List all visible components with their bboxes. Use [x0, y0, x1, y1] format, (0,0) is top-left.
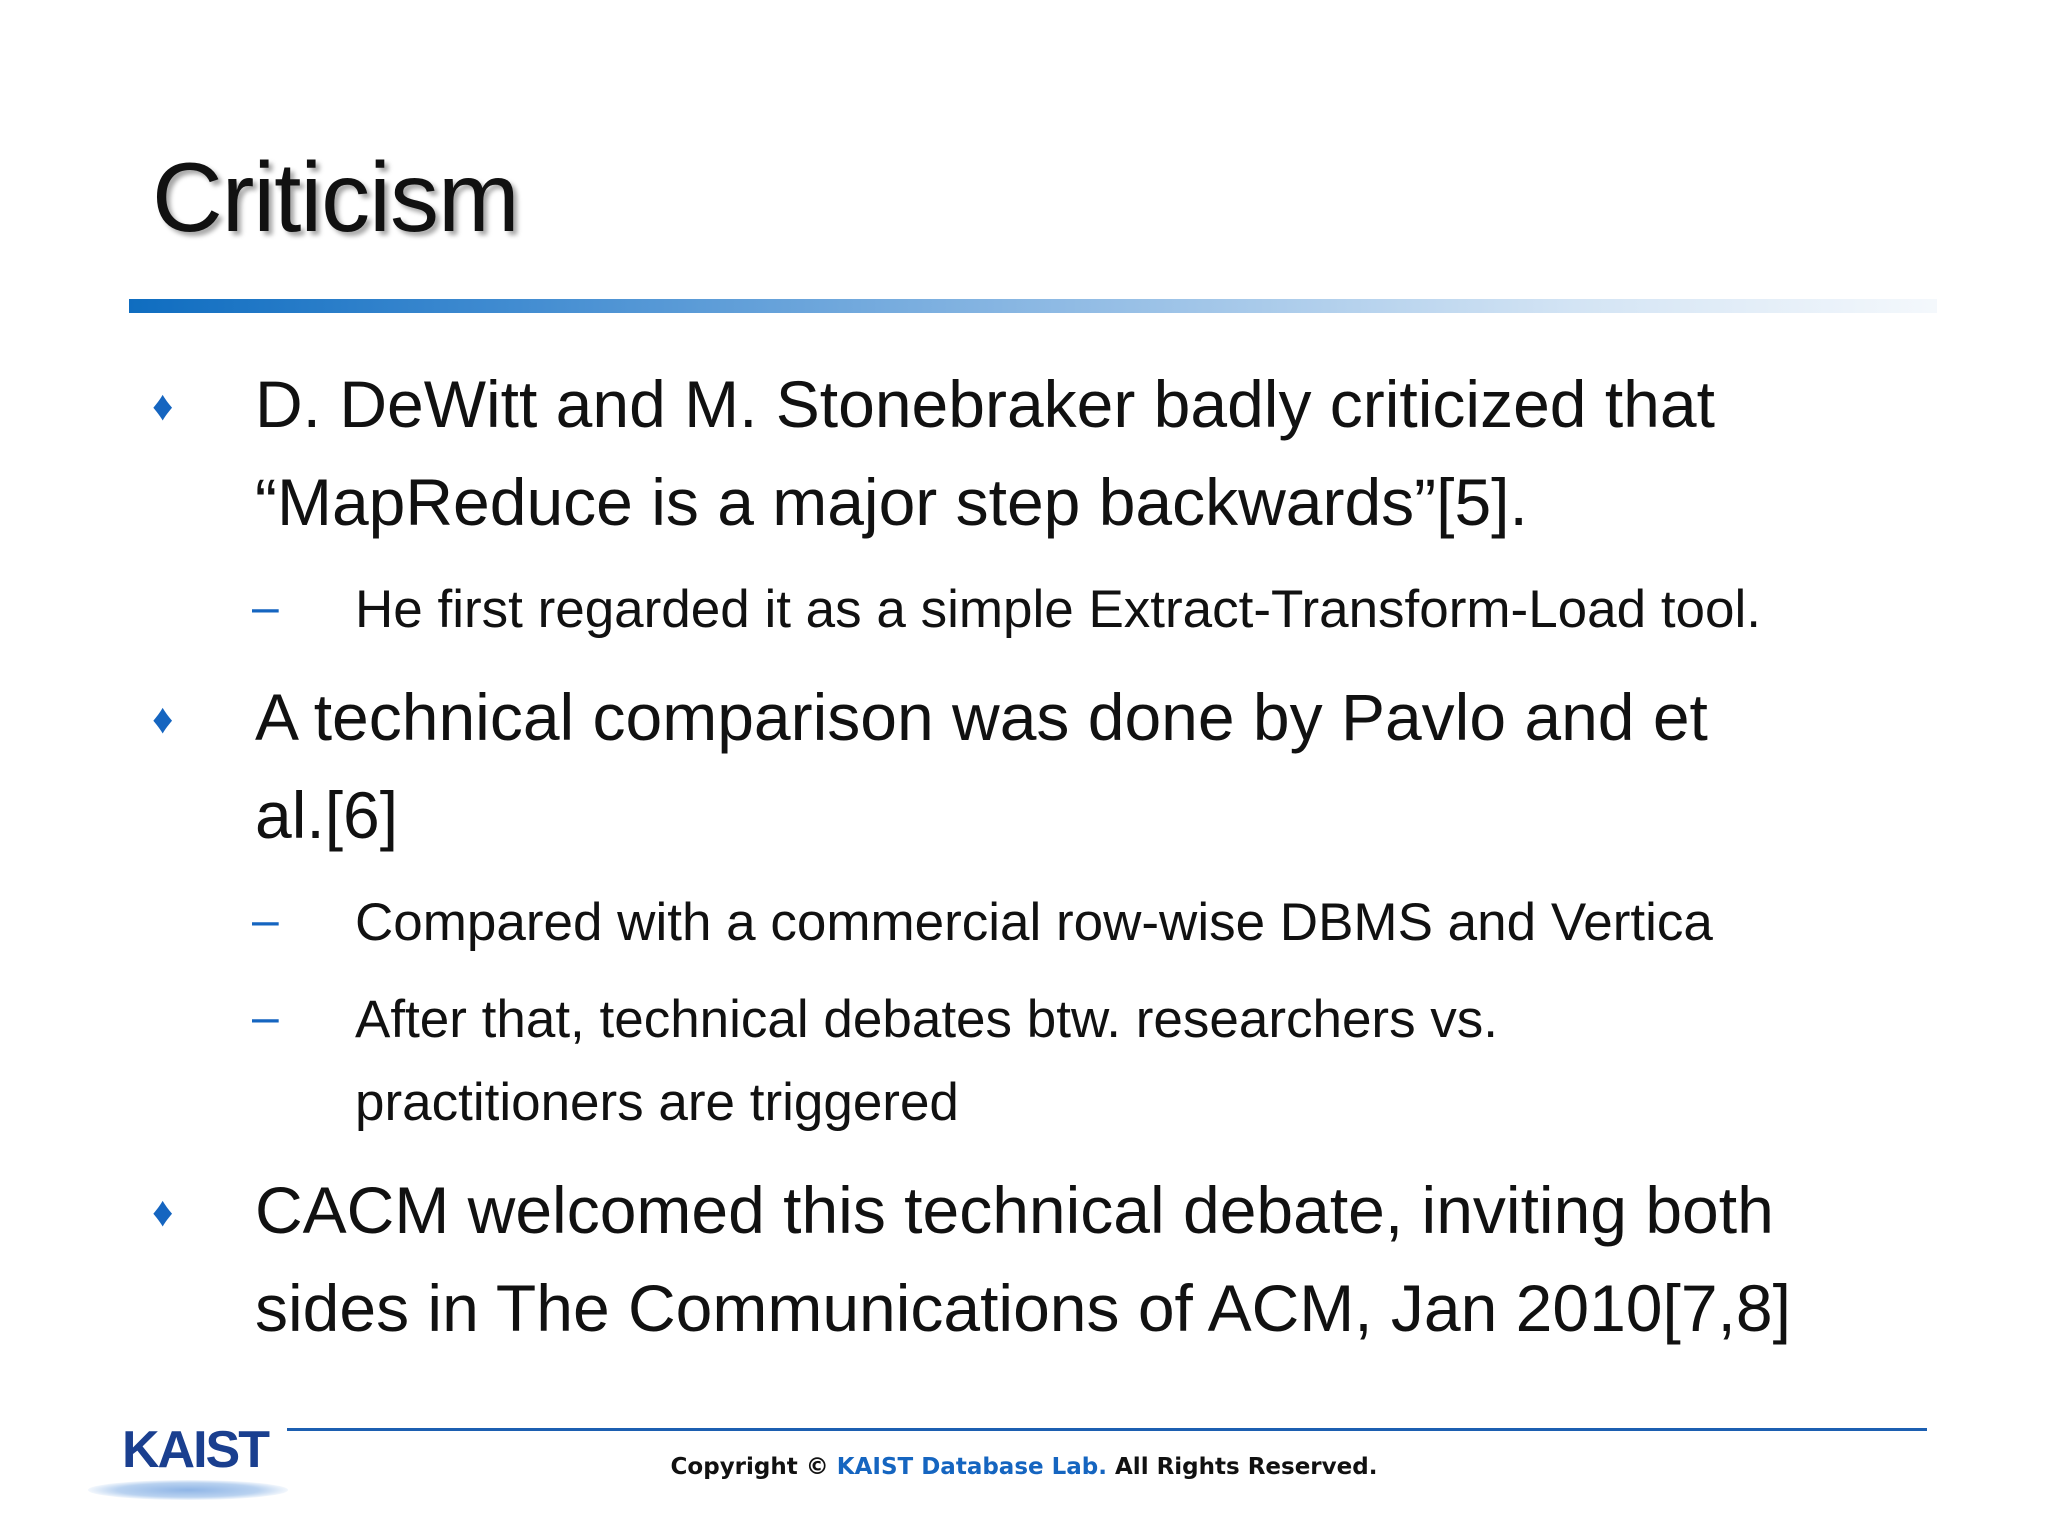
bullet-3-line-2: sides in The Communications of ACM, Jan 2010[7,8]: [255, 1271, 1791, 1345]
sub-bullet-dash-icon: –: [252, 581, 279, 634]
copyright-lab-name: KAIST Database Lab.: [836, 1454, 1107, 1480]
title-underline: [129, 299, 1937, 313]
slide-title: Criticism: [152, 142, 519, 252]
bullet-1-line-1: D. DeWitt and M. Stonebraker badly criticized that: [255, 367, 1715, 441]
bullet-2-line-1: A technical comparison was done by Pavlo and et: [255, 680, 1708, 754]
copyright-notice: [0, 1454, 2048, 1482]
bullet-2-sub-2-line-1: After that, technical debates btw. researchers vs.: [355, 990, 1499, 1049]
sub-bullet-dash-icon: –: [252, 991, 279, 1044]
bullet-1-line-2: “MapReduce is a major step backwards”[5].: [255, 465, 1528, 539]
bullet-diamond-icon: ♦: [152, 382, 174, 429]
bullet-2-text: [255, 668, 1935, 864]
bullet-diamond-icon: ♦: [152, 695, 174, 742]
footer-divider: [287, 1428, 1927, 1431]
copyright-suffix: All Rights Reserved.: [1107, 1454, 1378, 1480]
bullet-3-text: [255, 1161, 1935, 1357]
bullet-2-sub-1-line-1: Compared with a commercial row-wise DBMS and Vertica: [355, 893, 1713, 952]
bullet-diamond-icon: ♦: [152, 1188, 174, 1235]
bullet-2-line-2: al.[6]: [255, 778, 399, 852]
bullet-1-text: [255, 355, 1935, 551]
logo-swoosh-icon: [88, 1480, 288, 1500]
kaist-logo-text: KAIST: [122, 1421, 268, 1479]
bullet-3-line-1: CACM welcomed this technical debate, inviting both: [255, 1173, 1774, 1247]
bullet-1-sub-1-line-1: He first regarded it as a simple Extract-Transform-Load tool.: [355, 580, 1762, 639]
bullet-2-sub-2-text: [355, 978, 1955, 1144]
copyright-prefix: Copyright ©: [670, 1454, 837, 1480]
bullet-2-sub-2-line-2: practitioners are triggered: [355, 1073, 959, 1132]
sub-bullet-dash-icon: –: [252, 894, 279, 947]
bullet-2-sub-1-text: [355, 881, 1955, 964]
bullet-1-sub-1-text: [355, 568, 1955, 651]
